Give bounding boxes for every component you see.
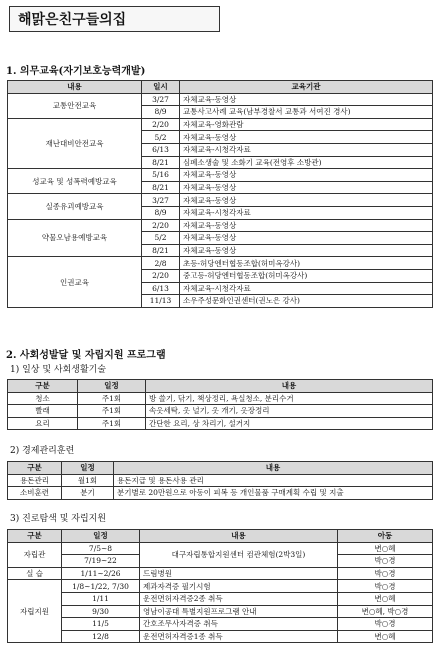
economic-training-table — [7, 461, 433, 500]
education-institution: 자체교육-시청각자료 — [180, 206, 433, 219]
content-cell: 간단한 요리, 상 차리기, 설거지 — [146, 417, 433, 430]
education-date: 8/21 — [142, 244, 180, 257]
mandatory-education-table — [7, 80, 433, 308]
schedule-cell: 주1회 — [78, 405, 146, 418]
schedule-cell: 7/19~22 — [62, 555, 140, 568]
category-cell: 용돈관리 — [8, 474, 62, 487]
table-row — [8, 417, 433, 430]
child-cell: 변○혜 — [338, 592, 433, 605]
col-header-schedule: 일정 — [62, 462, 114, 475]
col-header-content: 내용 — [114, 462, 433, 475]
education-institution: 자체교육-동영상 — [180, 244, 433, 257]
daily-life-skills-table — [7, 379, 433, 430]
education-institution: 자체교육-시청각자료 — [180, 143, 433, 156]
education-institution: 자체교육-시청각자료 — [180, 282, 433, 295]
child-cell: 변○혜 — [338, 630, 433, 643]
child-cell: 박○경 — [338, 567, 433, 580]
education-date: 2/20 — [142, 269, 180, 282]
education-date: 3/27 — [142, 194, 180, 207]
education-date: 8/21 — [142, 181, 180, 194]
education-institution: 자체교육-동영상 — [180, 131, 433, 144]
table-row — [8, 169, 433, 182]
schedule-cell: 월1회 — [62, 474, 114, 487]
sub2-heading: 2) 경제관리훈련 — [10, 446, 75, 456]
table-row — [8, 257, 433, 270]
education-institution: 소우주성문화인권센터(권노은 강사) — [180, 295, 433, 308]
category-cell: 소비훈련 — [8, 487, 62, 500]
category-cell: 실 습 — [8, 567, 62, 580]
table-row — [8, 618, 433, 631]
category-cell: 청소 — [8, 392, 78, 405]
col-header-child: 아동 — [338, 530, 433, 543]
col-header-institution: 교육기관 — [180, 81, 433, 94]
table-row — [8, 194, 433, 207]
col-header-category: 구분 — [8, 462, 62, 475]
education-date: 5/2 — [142, 232, 180, 245]
education-category: 교통안전교육 — [8, 93, 142, 118]
schedule-cell: 7/5~8 — [62, 542, 140, 555]
section1-heading: 1. 의무교육(자기보호능력개발) — [6, 66, 146, 77]
schedule-cell: 1/11~2/26 — [62, 567, 140, 580]
sub1-heading: 1) 일상 및 사회생활기술 — [10, 365, 107, 375]
child-cell: 변○혜, 박○경 — [338, 605, 433, 618]
table-row — [8, 474, 433, 487]
content-cell: 대구자립통합지원센터 컴관체험(2박3일) — [140, 542, 338, 567]
education-category: 약물오남용예방교육 — [8, 219, 142, 257]
table-row — [8, 392, 433, 405]
child-cell: 박○경 — [338, 580, 433, 593]
table-row — [8, 219, 433, 232]
table-row — [8, 93, 433, 106]
table-row — [8, 580, 433, 593]
education-institution: 자체교육-동영상 — [180, 169, 433, 182]
category-cell: 자립지원 — [8, 580, 62, 643]
education-date: 11/13 — [142, 295, 180, 308]
content-cell: 분기별로 20만원으로 아동이 피복 등 개인물품 구매계획 수립 및 지출 — [114, 487, 433, 500]
schedule-cell: 주1회 — [78, 392, 146, 405]
col-header-date: 일시 — [142, 81, 180, 94]
content-cell: 간호조무사자격증 취득 — [140, 618, 338, 631]
education-institution: 자체교육-영화관람 — [180, 118, 433, 131]
content-cell: 방 쓸기, 닦기, 책상정리, 욕실청소, 분리수거 — [146, 392, 433, 405]
content-cell: 용돈지급 및 용돈사용 관리 — [114, 474, 433, 487]
education-category: 성교육 및 성폭력예방교육 — [8, 169, 142, 194]
table-row — [8, 487, 433, 500]
education-date: 8/9 — [142, 206, 180, 219]
education-date: 2/20 — [142, 118, 180, 131]
content-cell: 드림병원 — [140, 567, 338, 580]
col-header-content: 내용 — [146, 380, 433, 393]
education-institution: 자체교육-동영상 — [180, 219, 433, 232]
education-institution: 중고등-허당엔터협동조합(허미옥강사) — [180, 269, 433, 282]
col-header-category: 구분 — [8, 380, 78, 393]
table-row — [8, 630, 433, 643]
table-row — [8, 567, 433, 580]
education-institution: 자체교육-동영상 — [180, 232, 433, 245]
sub3-heading: 3) 진로탐색 및 자립지원 — [10, 514, 107, 524]
education-date: 2/20 — [142, 219, 180, 232]
education-institution: 자체교육-동영상 — [180, 181, 433, 194]
category-cell: 자립관 — [8, 542, 62, 567]
child-cell: 변○혜 — [338, 542, 433, 555]
schedule-cell: 분기 — [62, 487, 114, 500]
education-date: 6/13 — [142, 143, 180, 156]
education-institution: 자체교육-동영상 — [180, 194, 433, 207]
schedule-cell: 1/8~1/22, 7/30 — [62, 580, 140, 593]
schedule-cell: 1/11 — [62, 592, 140, 605]
education-date: 5/2 — [142, 131, 180, 144]
education-date: 6/13 — [142, 282, 180, 295]
education-date: 8/9 — [142, 106, 180, 119]
content-cell: 제과자격증 필기시험 — [140, 580, 338, 593]
category-cell: 빨래 — [8, 405, 78, 418]
content-cell: 운전면허자격증1종 취득 — [140, 630, 338, 643]
education-date: 8/21 — [142, 156, 180, 169]
schedule-cell: 12/8 — [62, 630, 140, 643]
table-row — [8, 605, 433, 618]
col-header-content: 내용 — [140, 530, 338, 543]
child-cell: 박○경 — [338, 618, 433, 631]
table-row — [8, 592, 433, 605]
career-support-table — [7, 529, 433, 643]
education-institution: 초등-허당엔터협동조합(허미옥강사) — [180, 257, 433, 270]
education-category: 재난대비안전교육 — [8, 118, 142, 168]
education-institution: 교통사고사례 교육(남부경찰서 교통과 서여진 경사) — [180, 106, 433, 119]
education-date: 5/16 — [142, 169, 180, 182]
table-row — [8, 542, 433, 555]
schedule-cell: 11/5 — [62, 618, 140, 631]
content-cell: 영남이공대 특별지원프로그램 안내 — [140, 605, 338, 618]
schedule-cell: 9/30 — [62, 605, 140, 618]
col-header-schedule: 일정 — [62, 530, 140, 543]
schedule-cell: 주1회 — [78, 417, 146, 430]
table-row — [8, 405, 433, 418]
content-cell: 운전면허자격증2종 취득 — [140, 592, 338, 605]
education-institution: 자체교육-동영상 — [180, 93, 433, 106]
education-category: 실종유괴예방교육 — [8, 194, 142, 219]
education-date: 2/8 — [142, 257, 180, 270]
content-cell: 속옷세탁, 옷 널기, 옷 개기, 옷장정리 — [146, 405, 433, 418]
education-date: 3/27 — [142, 93, 180, 106]
col-header-content: 내용 — [8, 81, 142, 94]
child-cell: 박○경 — [338, 555, 433, 568]
page-title: 해맑은친구들의집 — [9, 6, 220, 32]
col-header-schedule: 일정 — [78, 380, 146, 393]
education-category: 인권교육 — [8, 257, 142, 307]
col-header-category: 구분 — [8, 530, 62, 543]
section2-heading: 2. 사회성발달 및 자립지원 프로그램 — [6, 350, 166, 361]
education-institution: 심폐소생술 및 소화기 교육(전영후 소방관) — [180, 156, 433, 169]
table-row — [8, 118, 433, 131]
category-cell: 요리 — [8, 417, 78, 430]
